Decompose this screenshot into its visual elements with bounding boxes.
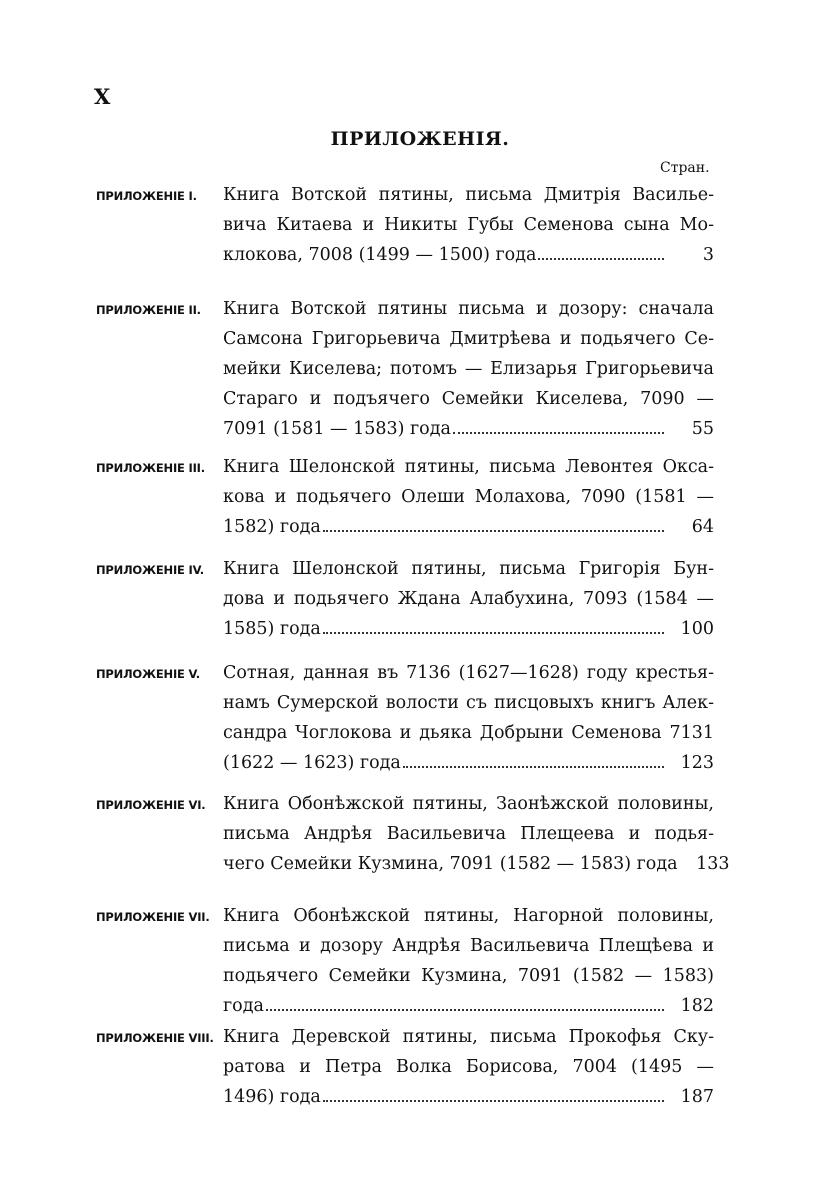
entry-text: ратова и Петра Волка Борисова, 7004 (1495 — xyxy=(223,1057,714,1077)
page-reference: 100 xyxy=(680,619,714,639)
entry-line xyxy=(96,614,714,644)
entry-text: года xyxy=(223,996,264,1016)
entry-line xyxy=(96,658,714,688)
entry-line xyxy=(96,931,714,961)
appendix-entry xyxy=(96,554,714,644)
entry-line xyxy=(96,512,714,542)
entry-line xyxy=(96,554,714,584)
page-reference: 182 xyxy=(680,996,714,1016)
entry-line xyxy=(96,240,714,270)
appendix-entry xyxy=(96,452,714,542)
page-title: ПРИЛОЖЕНІЯ. xyxy=(330,128,510,150)
page-reference: 55 xyxy=(691,419,714,439)
entry-line xyxy=(96,1082,714,1112)
entry-text: вича Китаева и Никиты Губы Семенова сына Мо- xyxy=(223,215,714,235)
entry-line xyxy=(96,482,714,512)
entry-line xyxy=(96,210,714,240)
entry-text: Книга Обонѣжской пятины, Заонѣжской половины, xyxy=(223,794,714,814)
leader-dots xyxy=(323,631,664,634)
entry-line xyxy=(96,718,714,748)
entry-text: 1496) года xyxy=(223,1087,321,1107)
entry-line xyxy=(96,1052,714,1082)
entry-line xyxy=(96,180,714,210)
entry-text: клокова, 7008 (1499 — 1500) года xyxy=(223,245,537,265)
entry-text: 7091 (1581 — 1583) года xyxy=(223,419,451,439)
entry-line xyxy=(96,294,714,324)
page-column-label: Стран. xyxy=(660,160,710,176)
entry-text: Книга Вотской пятины письма и дозору: сначала xyxy=(223,299,714,319)
entry-line xyxy=(96,414,714,444)
entry-text: Самсона Григорьевича Дмитрѣева и подьячего Се- xyxy=(223,329,714,349)
appendix-label: ПРИЛОЖЕНІЕ VII. xyxy=(96,910,210,924)
leader-dots xyxy=(323,1099,664,1102)
page-reference: 133 xyxy=(696,854,730,874)
entry-text: Книга Обонѣжской пятины, Нагорной половины, xyxy=(223,906,714,926)
appendix-label: ПРИЛОЖЕНІЕ VIII. xyxy=(96,1031,214,1045)
entry-line xyxy=(96,384,714,414)
appendix-entry xyxy=(96,901,714,1021)
appendix-entry xyxy=(96,294,714,444)
entry-line xyxy=(96,991,714,1021)
entry-line xyxy=(96,789,714,819)
appendix-entry xyxy=(96,1022,714,1112)
appendix-entry xyxy=(96,658,714,778)
leader-dots xyxy=(403,765,664,768)
entry-line xyxy=(96,1022,714,1052)
entry-line xyxy=(96,819,714,849)
entry-line xyxy=(96,354,714,384)
entry-line xyxy=(96,901,714,931)
entry-text: дова и подьячего Ждана Алабухина, 7093 (1584 — xyxy=(223,589,714,609)
entry-text: Книга Шелонской пятины, письма Левонтея Оксa- xyxy=(223,457,714,477)
appendix-label: ПРИЛОЖЕНІЕ V. xyxy=(96,667,200,681)
entry-text: 1585) года xyxy=(223,619,321,639)
entry-text: чего Семейки Кузмина, 7091 (1582 — 1583) года xyxy=(223,854,678,874)
page-reference: 64 xyxy=(691,517,714,537)
entry-line xyxy=(96,324,714,354)
entry-text: письма Андрѣя Васильевича Плещеева и подья- xyxy=(223,824,714,844)
entry-text: Книга Вотской пятины, письма Дмитрія Василье- xyxy=(223,185,714,205)
entry-text: Стараго и подъячего Семейки Киселева, 7090 — xyxy=(223,389,714,409)
entry-text: кова и подьячего Олеши Молахова, 7090 (1581 — xyxy=(223,487,714,507)
appendix-label: ПРИЛОЖЕНІЕ III. xyxy=(96,461,205,475)
entry-text: Книга Шелонской пятины, письма Григорія Бун- xyxy=(223,559,714,579)
leader-dots xyxy=(323,529,664,532)
entry-text: 1582) года xyxy=(223,517,321,537)
leader-dots xyxy=(266,1008,664,1011)
entry-line xyxy=(96,748,714,778)
appendix-label: ПРИЛОЖЕНІЕ I. xyxy=(96,189,197,203)
appendix-label: ПРИЛОЖЕНІЕ II. xyxy=(96,303,201,317)
page-reference: 123 xyxy=(680,753,714,773)
entry-line xyxy=(96,849,730,879)
appendix-label: ПРИЛОЖЕНІЕ IV. xyxy=(96,563,204,577)
entry-line xyxy=(96,584,714,614)
entry-text: подьячего Семейки Кузмина, 7091 (1582 — 1583) xyxy=(223,966,714,986)
appendix-label: ПРИЛОЖЕНІЕ VI. xyxy=(96,798,206,812)
entry-text: намъ Сумерской волости съ писцовыхъ книгъ Алек- xyxy=(223,693,714,713)
entry-text: сандра Чоглокова и дьяка Добрыни Семенова 7131 xyxy=(223,723,714,743)
entry-text: мейки Киселева; потомъ — Елизарья Григорьевича xyxy=(223,359,714,379)
entry-text: Сотная, данная въ 7136 (1627—1628) году крестья- xyxy=(223,663,714,683)
page-number: X xyxy=(94,84,111,109)
entry-text: (1622 — 1623) года xyxy=(223,753,401,773)
leader-dots xyxy=(453,431,664,434)
entry-line xyxy=(96,961,714,991)
leader-dots xyxy=(538,257,664,260)
entry-line xyxy=(96,452,714,482)
appendix-entry xyxy=(96,789,730,879)
entry-text: письма и дозору Андрѣя Васильевича Плещѣева и xyxy=(223,936,714,956)
page-reference: 3 xyxy=(702,245,714,265)
entry-line xyxy=(96,688,714,718)
entry-text: Книга Деревской пятины, письма Прокофья Ску- xyxy=(223,1027,714,1047)
appendix-entry xyxy=(96,180,714,270)
page-reference: 187 xyxy=(680,1087,714,1107)
